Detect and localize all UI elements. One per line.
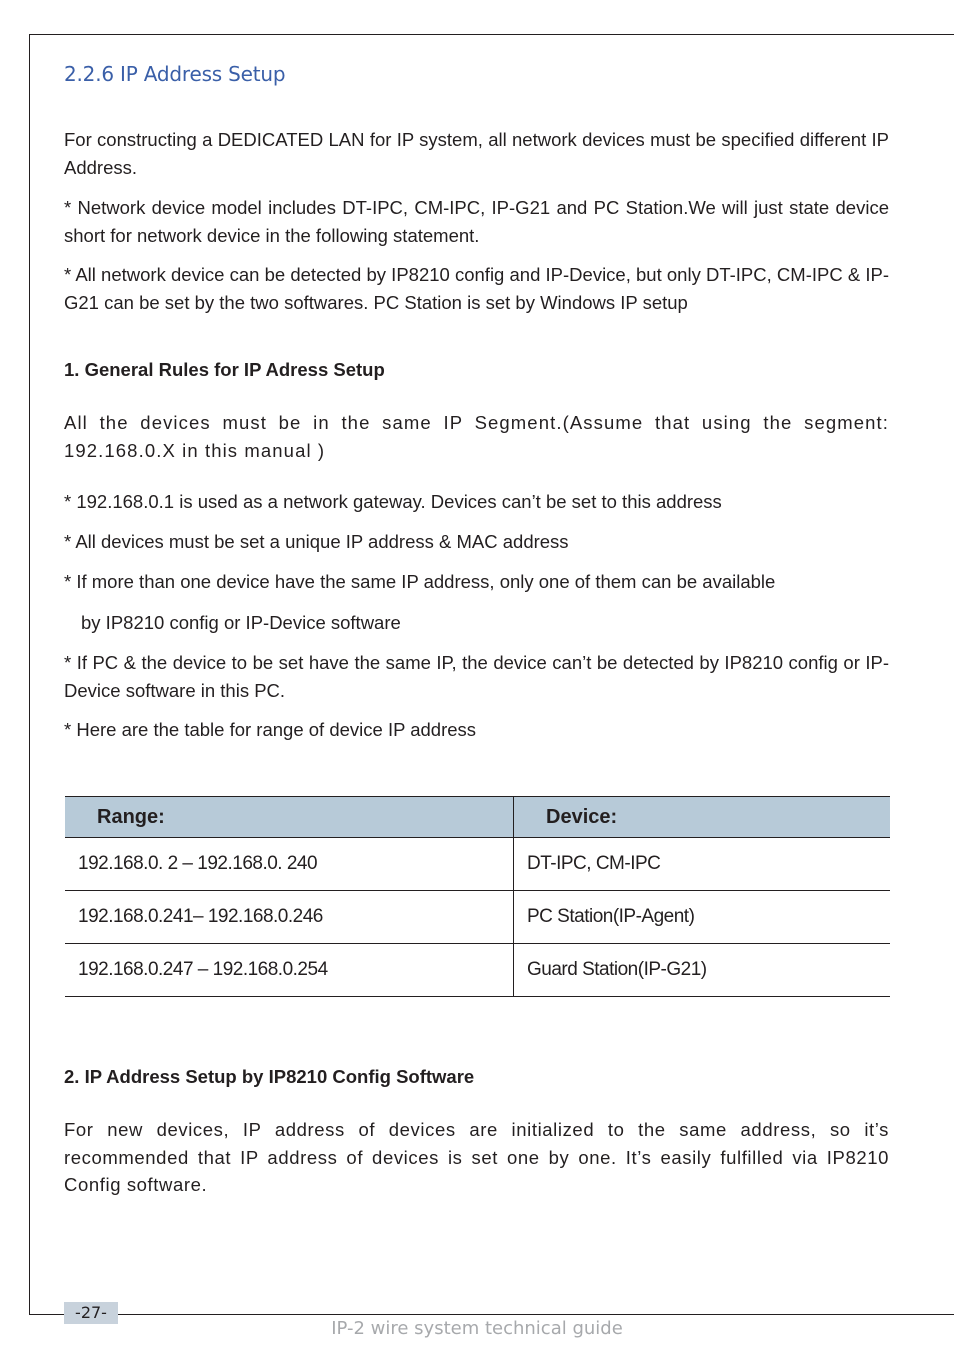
page-frame-bottom [29,1314,954,1315]
rule-unique-address: * All devices must be set a unique IP address & MAC address [64,531,569,552]
rule-duplicate-ip-continued: by IP8210 config or IP-Device software [81,612,401,633]
table-cell-range: 192.168.0.241– 192.168.0.246 [65,891,514,944]
page-frame-left [29,34,30,1314]
table-header-row [65,797,890,838]
table-cell-device: DT-IPC, CM-IPC [514,838,891,891]
page-number: -27- [64,1302,118,1324]
intro-paragraph: For constructing a DEDICATED LAN for IP system, all network devices must be specified different IP Address. [64,129,889,178]
table-header-device: Device: [514,797,891,838]
rule-duplicate-ip: * If more than one device have the same IP address, only one of them can be available [64,571,776,592]
section-title: 2.2.6 IP Address Setup [64,62,286,86]
table-cell-device: PC Station(IP-Agent) [514,891,891,944]
ip-range-table [65,796,890,997]
footer-title: IP-2 wire system technical guide [331,1318,623,1339]
config-paragraph: For new devices, IP address of devices are initialized to the same address, so it’s recommended that IP address of devices is set one by one. It’s easily fulfilled via IP8210 Config software. [64,1119,889,1195]
rules-heading: 1. General Rules for IP Adress Setup [64,359,385,380]
table-cell-range: 192.168.0. 2 – 192.168.0. 240 [65,838,514,891]
intro-note-devices: * Network device model includes DT-IPC, CM-IPC, IP-G21 and PC Station.We will just state device short for network device in the following statement. [64,197,889,246]
rule-table-intro: * Here are the table for range of device IP address [64,719,477,740]
config-heading: 2. IP Address Setup by IP8210 Config Software [64,1066,475,1087]
table-row [65,944,890,997]
table-header-range: Range: [65,797,514,838]
rule-pc-conflict: * If PC & the device to be set have the same IP, the device can’t be detected by IP8210 config or IP-Device software in this PC. [64,652,889,701]
table-cell-range: 192.168.0.247 – 192.168.0.254 [65,944,514,997]
table-cell-device: Guard Station(IP-G21) [514,944,891,997]
rule-gateway: * 192.168.0.1 is used as a network gateway. Devices can’t be set to this address [64,491,722,512]
intro-note-detection: * All network device can be detected by IP8210 config and IP-Device, but only DT-IPC, CM-IPC & IP-G21 can be set by the two softwares. PC Station is set by Windows IP setup [64,264,889,313]
table-row [65,891,890,944]
rules-segment-text: All the devices must be in the same IP Segment.(Assume that using the segment: 192.168.0.X in this manual ) [64,412,889,461]
page-frame-top [29,34,954,35]
table-row [65,838,890,891]
